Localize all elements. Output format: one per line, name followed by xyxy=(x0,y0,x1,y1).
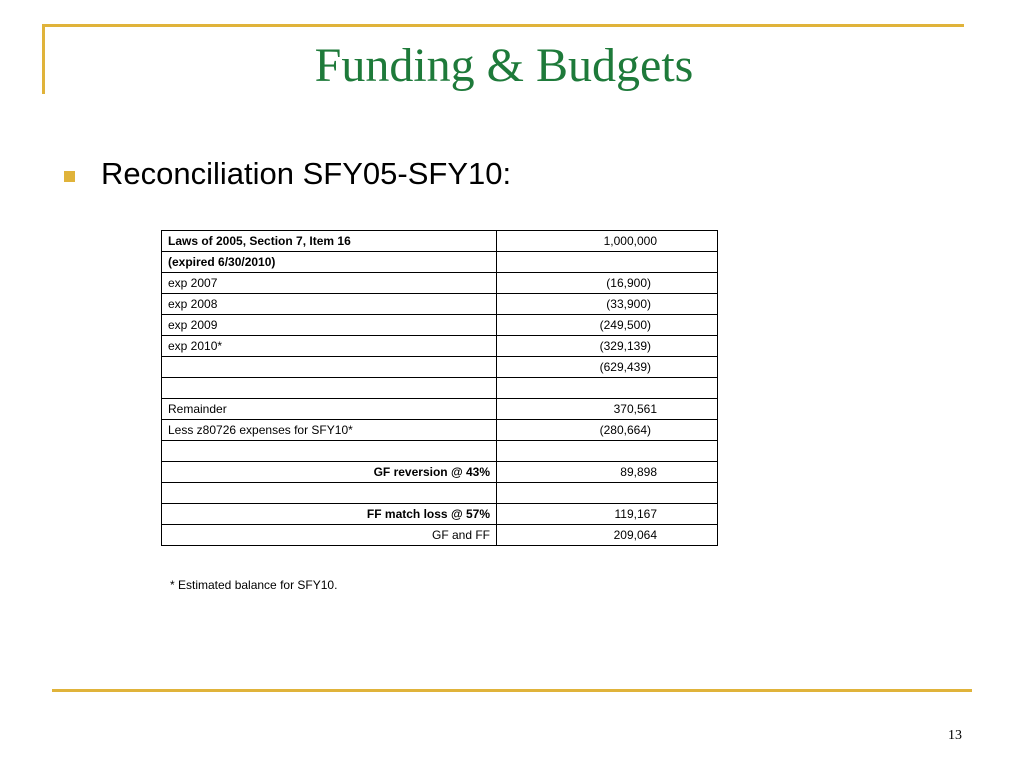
table-row xyxy=(162,357,718,378)
slide-title: Funding & Budgets xyxy=(314,39,694,92)
table-row xyxy=(162,420,718,441)
table-row xyxy=(162,273,718,294)
frame-top-rule xyxy=(42,24,964,27)
row-value: (280,664) xyxy=(497,420,718,441)
row-value: 119,167 xyxy=(497,504,718,525)
table-row xyxy=(162,441,718,462)
table-row xyxy=(162,378,718,399)
row-label: exp 2010* xyxy=(162,336,497,357)
row-label: GF reversion @ 43% xyxy=(162,462,497,483)
square-bullet-icon xyxy=(64,171,75,182)
row-label: Remainder xyxy=(162,399,497,420)
row-value: 1,000,000 xyxy=(497,231,718,252)
table-row xyxy=(162,462,718,483)
frame-bottom-rule xyxy=(52,689,972,692)
row-label xyxy=(162,378,497,399)
row-value: 370,561 xyxy=(497,399,718,420)
row-label xyxy=(162,483,497,504)
row-value: 89,898 xyxy=(497,462,718,483)
footnote: * Estimated balance for SFY10. xyxy=(170,578,338,592)
table-row xyxy=(162,504,718,525)
row-value: (33,900) xyxy=(497,294,718,315)
table-row xyxy=(162,336,718,357)
table-row xyxy=(162,315,718,336)
reconciliation-table xyxy=(161,230,718,546)
row-value: (629,439) xyxy=(497,357,718,378)
row-label: Laws of 2005, Section 7, Item 16 xyxy=(162,231,497,252)
table-row xyxy=(162,231,718,252)
row-label: FF match loss @ 57% xyxy=(162,504,497,525)
table-row xyxy=(162,483,718,504)
row-value: (249,500) xyxy=(497,315,718,336)
row-label xyxy=(162,357,497,378)
table-row xyxy=(162,294,718,315)
row-value: 209,064 xyxy=(497,525,718,546)
row-value: (329,139) xyxy=(497,336,718,357)
row-label: exp 2009 xyxy=(162,315,497,336)
row-value xyxy=(497,441,718,462)
page-number: 13 xyxy=(948,728,962,743)
row-value: (16,900) xyxy=(497,273,718,294)
row-label: GF and FF xyxy=(162,525,497,546)
bullet-text: Reconciliation SFY05-SFY10: xyxy=(101,156,512,191)
bullet-item xyxy=(64,156,511,192)
row-label: exp 2008 xyxy=(162,294,497,315)
row-label: exp 2007 xyxy=(162,273,497,294)
row-value xyxy=(497,378,718,399)
row-label: Less z80726 expenses for SFY10* xyxy=(162,420,497,441)
table-row xyxy=(162,525,718,546)
row-value xyxy=(497,483,718,504)
row-label: (expired 6/30/2010) xyxy=(162,252,497,273)
table-row xyxy=(162,252,718,273)
table-row xyxy=(162,399,718,420)
row-value xyxy=(497,252,718,273)
row-label xyxy=(162,441,497,462)
